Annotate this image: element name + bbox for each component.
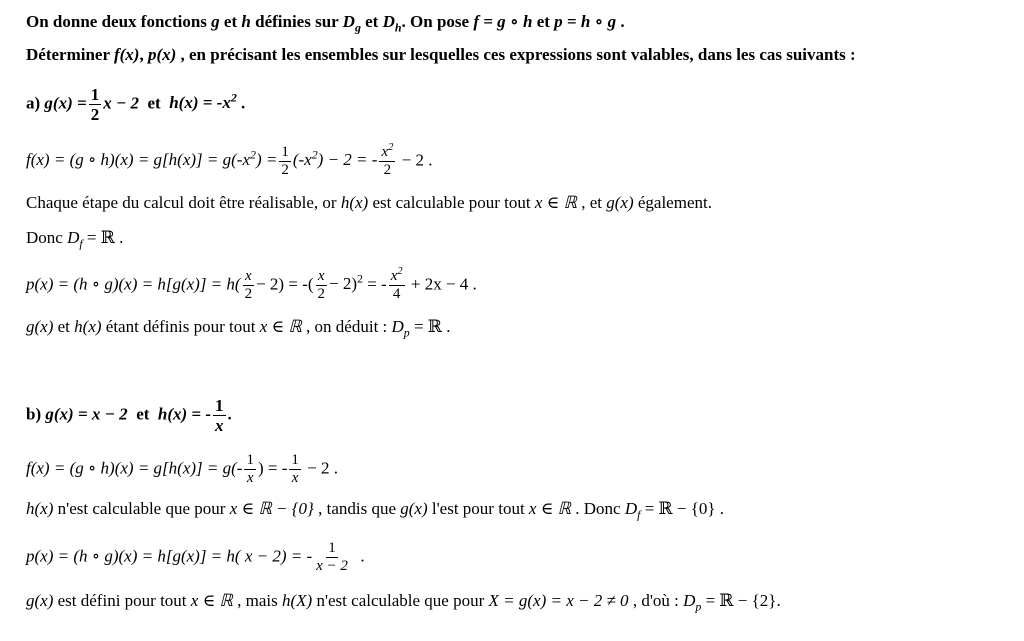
instruction-text: , en précisant les ensembles sur lesquelles ces expressions sont valables, dans les cas suivants : bbox=[180, 45, 856, 64]
fraction: $\frac{1}{2}$ bbox=[90, 85, 100, 124]
fraction: $\frac{1}{x}$ bbox=[215, 396, 224, 435]
intro-line-1: On donne deux fonctions g et h définies sur $D_g$ et $D_h$. On pose f = g ∘ h et p = h ∘ g . bbox=[26, 12, 625, 35]
fraction: $\frac{1}{2}$ bbox=[281, 144, 289, 178]
intro-text: définies sur bbox=[255, 12, 339, 31]
part-b-heading: b) g(x) = x − 2 et h(x) = - $\frac{1}{x}$ . bbox=[26, 396, 232, 435]
intro-text: On donne deux fonctions bbox=[26, 12, 207, 31]
fraction: $\frac{1}{x}$ bbox=[291, 452, 299, 486]
part-a-p-formula: p(x) = (h ∘ g)(x) = h[g(x)] = h( $\frac{x}{2}$ − 2) = -( $\frac{x}{2}$ − 2)$^2$ = - $\frac{x^2}{4}$ + 2x − 4 . bbox=[26, 266, 477, 302]
part-a-conclusion: g(x) et h(x) étant définis pour tout x ∈ ℝ , on déduit : $D_p$ = ℝ . bbox=[26, 317, 451, 340]
fraction: $\frac{1}{x}$ bbox=[246, 452, 254, 486]
conjunction: et bbox=[147, 93, 161, 113]
part-a-explanation: Chaque étape du calcul doit être réalisable, or h(x) est calculable pour tout x ∈ ℝ , et g(x) également. bbox=[26, 193, 712, 212]
intro-text: . On pose bbox=[401, 12, 470, 31]
part-label: b) bbox=[26, 404, 42, 424]
f-definition: f = g ∘ h bbox=[473, 12, 533, 31]
function-h: h bbox=[241, 12, 251, 31]
part-b-p-formula: p(x) = (h ∘ g)(x) = h[g(x)] = h( x − 2) = - $\frac{1}{x - 2}$ . bbox=[26, 540, 365, 574]
conjunction: et bbox=[365, 12, 379, 31]
domain-g: $D_g$ bbox=[342, 12, 361, 35]
part-b-explanation: h(x) n'est calculable que pour x ∈ ℝ − {0} , tandis que g(x) l'est pour tout x ∈ ℝ . Donc $D_f$ = ℝ − {0} . bbox=[26, 499, 725, 522]
part-a-f-formula: f(x) = (g ∘ $h)(x) = g[h(x)] = g(-x^2)$ = $\frac{1}{2}$ $(-x^2) - 2$ = - $\frac{x^2}{2}$ − 2 . bbox=[26, 142, 433, 178]
intro-line-2: Déterminer f(x), p(x) , en précisant les ensembles sur lesquelles ces expressions sont valables, dans les cas suivants : bbox=[26, 45, 856, 64]
part-label: a) bbox=[26, 93, 41, 113]
conjunction: et bbox=[223, 12, 238, 31]
conjunction: et bbox=[536, 12, 550, 31]
part-a-heading: a) g(x) = $\frac{1}{2}$ x − 2 et $h(x) = -x^2$ . bbox=[26, 85, 246, 124]
function-g: g bbox=[211, 12, 220, 31]
domain-h: $D_h$ bbox=[382, 12, 402, 35]
p-definition: p = h ∘ g bbox=[554, 12, 617, 31]
fraction: $\frac{1}{x - 2}$ bbox=[316, 540, 348, 574]
h-definition: $h(x) = -x^2$ bbox=[169, 90, 237, 113]
p-of-x: p(x) bbox=[147, 45, 177, 64]
part-a-domain-f: Donc $D_f$ = ℝ . bbox=[26, 228, 124, 251]
part-b-f-formula: f(x) = (g ∘ h)(x) = g[h(x)] = g(- $\frac{1}{x}$ ) = - $\frac{1}{x}$ − 2 . bbox=[26, 452, 338, 486]
fraction: $\frac{x}{2}$ bbox=[317, 268, 325, 302]
part-b-conclusion: g(x) est défini pour tout x ∈ ℝ , mais h(X) n'est calculable que pour X = g(x) = x − 2 ≠ 0 , d'où : $D_p$ = ℝ − {2}. bbox=[26, 591, 781, 614]
fraction: $\frac{x}{2}$ bbox=[244, 268, 253, 302]
f-of-x: f(x) bbox=[113, 45, 140, 64]
instruction-text: Déterminer bbox=[26, 45, 110, 64]
fraction: $\frac{x^2}{2}$ bbox=[381, 142, 394, 178]
conjunction: et bbox=[136, 404, 150, 424]
fraction: $\frac{x^2}{4}$ bbox=[390, 266, 403, 302]
